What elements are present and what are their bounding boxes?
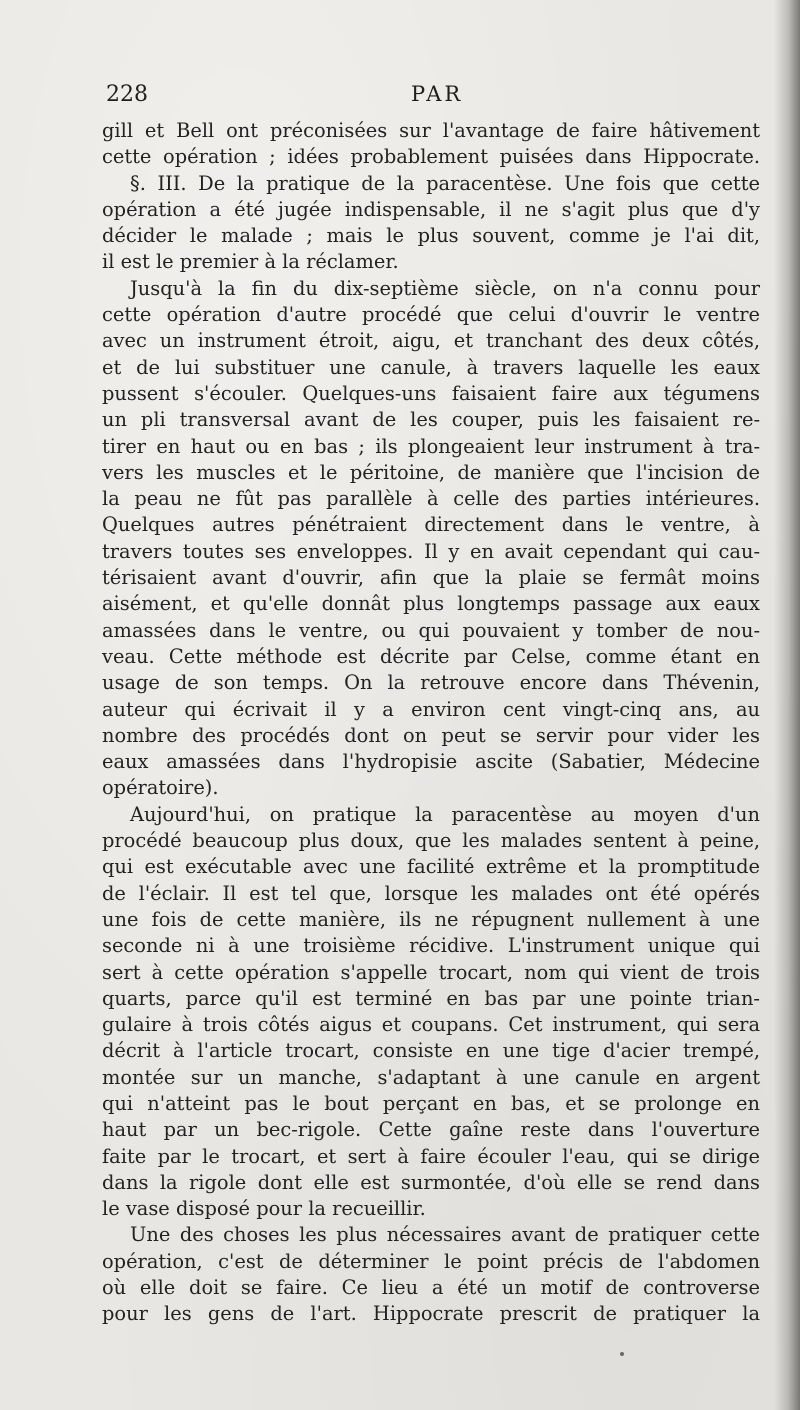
text-line: la peau ne fût pas parallèle à celle des parties intérieures. (102, 487, 760, 511)
text-line: haut par un bec-rigole. Cette gaîne reste dans l'ouverture (102, 1118, 760, 1142)
text-line: procédé beaucoup plus doux, que les malades sentent à peine, (102, 829, 760, 853)
ink-speck (620, 1352, 624, 1356)
text-line: travers toutes ses enveloppes. Il y en avait cependant qui cau- (102, 539, 760, 563)
text-line: opératoire). (102, 776, 219, 800)
text-line: et de lui substituer une canule, à travers laquelle les eaux (102, 355, 760, 379)
text-line: qui n'atteint pas le bout perçant en bas, et se prolonge en (102, 1091, 760, 1115)
section-heading-line: §. III. De la pratique de la paracentèse. Une fois que cette (130, 171, 760, 195)
text-line: de l'éclair. Il est tel que, lorsque les malades ont été opérés (102, 881, 760, 905)
paragraph-start-line: Une des choses les plus nécessaires avant de pratiquer cette (130, 1223, 760, 1247)
text-line: décrit à l'article trocart, consiste en une tige d'acier trempé, (102, 1039, 760, 1063)
text-line: montée sur un manche, s'adaptant à une canule en argent (102, 1065, 760, 1089)
text-line: térisaient avant d'ouvrir, afin que la plaie se fermât moins (102, 566, 760, 590)
paragraph-start-line: Aujourd'hui, on pratique la paracentèse au moyen d'un (130, 802, 760, 826)
page-header (106, 82, 760, 112)
text-line: quarts, parce qu'il est terminé en bas par une pointe trian- (102, 986, 760, 1010)
text-line: une fois de cette manière, ils ne répugnent nullement à une (102, 907, 760, 931)
text-line: cette opération ; idées probablement puisées dans Hippocrate. (102, 145, 760, 169)
text-line: nombre des procédés dont on peut se servir pour vider les (102, 723, 760, 747)
text-line: où elle doit se faire. Ce lieu a été un motif de controverse (102, 1276, 760, 1300)
text-line: Quelques autres pénétraient directement dans le ventre, à (102, 513, 760, 537)
text-line: cette opération d'autre procédé que celui d'ouvrir le ventre (102, 303, 760, 327)
text-line: sert à cette opération s'appelle trocart, nom qui vient de trois (102, 960, 760, 984)
text-line: seconde ni à une troisième récidive. L'instrument unique qui (102, 934, 760, 958)
binding-gutter-shadow (774, 0, 800, 1410)
text-line: gulaire à trois côtés aigus et coupans. Cet instrument, qui sera (102, 1013, 760, 1037)
text-line: pour les gens de l'art. Hippocrate prescrit de pratiquer la (102, 1302, 760, 1326)
page-number: 228 (106, 82, 148, 107)
text-line: un pli transversal avant de les couper, puis les faisaient re- (102, 408, 760, 432)
text-line: auteur qui écrivait il y a environ cent vingt-cinq ans, au (102, 697, 760, 721)
paragraph-start-line: Jusqu'à la fin du dix-septième siècle, on n'a connu pour (130, 276, 760, 300)
running-head: PAR (411, 82, 464, 106)
text-line: usage de son temps. On la retrouve encore dans Thévenin, (102, 671, 760, 695)
text-line: tirer en haut ou en bas ; ils plongeaient leur instrument à tra- (102, 434, 760, 458)
text-line: avec un instrument étroit, aigu, et tranchant des deux côtés, (102, 329, 760, 353)
text-line: aisément, et qu'elle donnât plus longtemps passage aux eaux (102, 592, 760, 616)
text-line: opération, c'est de déterminer le point précis de l'abdomen (102, 1249, 760, 1273)
text-line: pussent s'écouler. Quelques-uns faisaient faire aux tégumens (102, 381, 760, 405)
text-line: il est le premier à la réclamer. (102, 250, 399, 274)
text-line: opération a été jugée indispensable, il ne s'agit plus que d'y (102, 197, 760, 221)
text-line: eaux amassées dans l'hydropisie ascite (Sabatier, Médecine (102, 750, 760, 774)
text-line: vers les muscles et le péritoine, de manière que l'incision de (102, 460, 760, 484)
text-line: gill et Bell ont préconisées sur l'avantage de faire hâtivement (102, 119, 760, 142)
text-line: décider le malade ; mais le plus souvent, comme je l'ai dit, (102, 224, 760, 248)
text-line: faite par le trocart, et sert à faire écouler l'eau, qui se dirige (102, 1144, 760, 1168)
text-line: amassées dans le ventre, ou qui pouvaient y tomber de nou- (102, 618, 760, 642)
text-line: veau. Cette méthode est décrite par Celse, comme étant en (102, 644, 760, 668)
text-line: dans la rigole dont elle est surmontée, d'où elle se rend dans (102, 1170, 760, 1194)
text-line: le vase disposé pour la recueillir. (102, 1197, 426, 1221)
body-text (102, 118, 760, 1328)
text-line: qui est exécutable avec une facilité extrême et la promptitude (102, 855, 760, 879)
